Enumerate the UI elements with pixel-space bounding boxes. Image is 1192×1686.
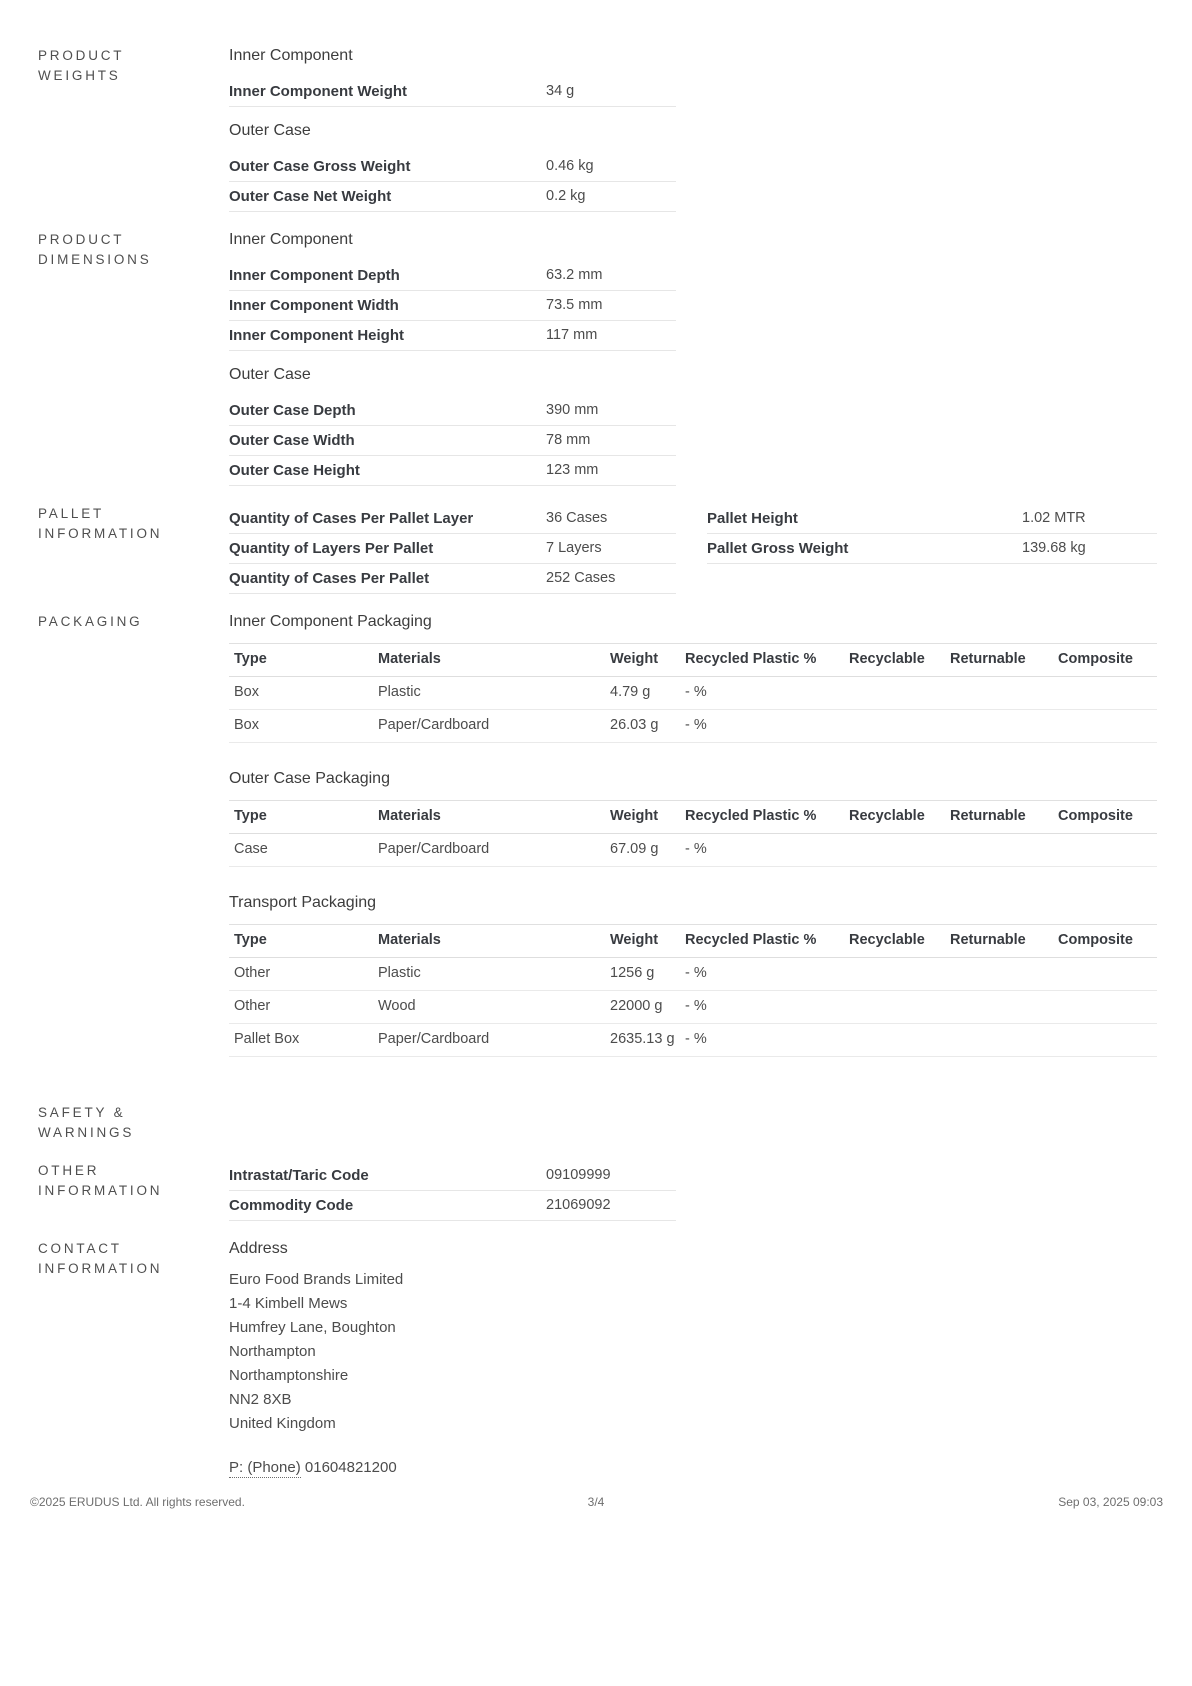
- cell-recyclable: [845, 710, 946, 743]
- cell-materials: Paper/Cardboard: [374, 834, 606, 867]
- section-label-product-weights: PRODUCT WEIGHTS: [38, 48, 125, 83]
- col-header-recyclable: Recyclable: [845, 925, 946, 958]
- cell-weight: 4.79 g: [606, 677, 681, 710]
- spec-row-value: 123 mm: [546, 462, 599, 478]
- spec-row-label: Outer Case Height: [229, 462, 360, 479]
- section-label-other-information: OTHER INFORMATION: [38, 1163, 163, 1198]
- group-outer-case: [229, 121, 1157, 212]
- address-heading: Address: [229, 1240, 288, 1257]
- cell-materials: Plastic: [374, 958, 606, 991]
- pallet-right-column: [707, 504, 1157, 594]
- group-heading: Inner Component: [229, 231, 353, 248]
- group-inner-component: [229, 46, 1157, 107]
- cell-type: Case: [229, 834, 374, 867]
- table-heading: Inner Component Packaging: [229, 613, 432, 630]
- cell-composite: [1054, 710, 1157, 743]
- table-header-row: [229, 644, 1157, 677]
- section-other-information: [0, 1161, 1192, 1221]
- spec-row-label: Quantity of Layers Per Pallet: [229, 540, 434, 557]
- spec-row-label: Inner Component Depth: [229, 267, 400, 284]
- spec-row: [229, 291, 676, 321]
- cell-returnable: [946, 1024, 1054, 1057]
- table-row: [229, 991, 1157, 1024]
- cell-recyclable: [845, 991, 946, 1024]
- col-header-returnable: Returnable: [946, 801, 1054, 834]
- spec-row-value: 0.2 kg: [546, 188, 586, 204]
- group-inner-component-packaging: [229, 612, 1157, 743]
- cell-returnable: [946, 834, 1054, 867]
- table-row: [229, 958, 1157, 991]
- group-outer-case: [229, 365, 1157, 486]
- group-heading: Inner Component: [229, 47, 353, 64]
- address-line: NN2 8XB: [229, 1391, 292, 1408]
- table-row: [229, 677, 1157, 710]
- packaging-table-transport: [229, 924, 1157, 1057]
- spec-row: [229, 1191, 676, 1221]
- group-inner-component: [229, 230, 1157, 351]
- spec-row-value: 0.46 kg: [546, 158, 594, 174]
- table-heading: Transport Packaging: [229, 894, 377, 911]
- section-label-pallet-information: PALLET INFORMATION: [38, 506, 163, 541]
- table-row: [229, 710, 1157, 743]
- cell-type: Pallet Box: [229, 1024, 374, 1057]
- spec-row: [229, 182, 676, 212]
- spec-row-label: Commodity Code: [229, 1197, 354, 1214]
- spec-row: [229, 456, 676, 486]
- group-outer-case-packaging: [229, 769, 1157, 867]
- cell-returnable: [946, 958, 1054, 991]
- pallet-left-column: [229, 504, 676, 594]
- col-header-materials: Materials: [374, 644, 606, 677]
- cell-recycled-plastic: - %: [681, 958, 845, 991]
- cell-recyclable: [845, 1024, 946, 1057]
- spec-row-value: 7 Layers: [546, 540, 602, 556]
- cell-recycled-plastic: - %: [681, 834, 845, 867]
- spec-row-value: 73.5 mm: [546, 297, 603, 313]
- spec-row-value: 34 g: [546, 83, 575, 99]
- cell-type: Box: [229, 710, 374, 743]
- col-header-recycled-plastic: Recycled Plastic %: [681, 801, 845, 834]
- cell-composite: [1054, 1024, 1157, 1057]
- table-header-row: [229, 925, 1157, 958]
- group-transport-packaging: [229, 893, 1157, 1057]
- section-contact-information: [0, 1239, 1192, 1477]
- cell-recyclable: [845, 834, 946, 867]
- address-line: Northampton: [229, 1343, 316, 1360]
- cell-composite: [1054, 991, 1157, 1024]
- col-header-materials: Materials: [374, 801, 606, 834]
- col-header-type: Type: [229, 644, 374, 677]
- spec-row-label: Inner Component Weight: [229, 83, 408, 100]
- cell-type: Box: [229, 677, 374, 710]
- spec-row-value: 09109999: [546, 1167, 611, 1183]
- packaging-table-inner-component: [229, 643, 1157, 743]
- cell-materials: Wood: [374, 991, 606, 1024]
- spec-row: [229, 426, 676, 456]
- spec-row: [229, 396, 676, 426]
- cell-type: Other: [229, 958, 374, 991]
- cell-recyclable: [845, 958, 946, 991]
- col-header-recycled-plastic: Recycled Plastic %: [681, 644, 845, 677]
- section-label-safety-warnings: SAFETY & WARNINGS: [38, 1105, 135, 1140]
- spec-row-value: 78 mm: [546, 432, 591, 448]
- col-header-type: Type: [229, 801, 374, 834]
- table-row: [229, 834, 1157, 867]
- spec-row-label: Quantity of Cases Per Pallet: [229, 570, 430, 587]
- copyright-text: ©2025 ERUDUS Ltd. All rights reserved.: [30, 1495, 245, 1509]
- cell-weight: 1256 g: [606, 958, 681, 991]
- section-pallet-information: [0, 504, 1192, 594]
- spec-row-label: Outer Case Gross Weight: [229, 158, 411, 175]
- spec-row-value: 63.2 mm: [546, 267, 603, 283]
- spec-row: [229, 77, 676, 107]
- section-safety-warnings: [0, 1103, 1192, 1143]
- address-block: [229, 1268, 1157, 1436]
- spec-row: [229, 564, 676, 594]
- section-product-weights: [0, 46, 1192, 212]
- spec-row: [229, 261, 676, 291]
- cell-recyclable: [845, 677, 946, 710]
- spec-row: [229, 504, 676, 534]
- section-label-product-dimensions: PRODUCT DIMENSIONS: [38, 232, 152, 267]
- page-number: 3/4: [587, 1495, 605, 1509]
- spec-row-label: Outer Case Width: [229, 432, 355, 449]
- address-line: 1-4 Kimbell Mews: [229, 1295, 348, 1312]
- cell-weight: 2635.13 g: [606, 1024, 681, 1057]
- spec-row-value: 390 mm: [546, 402, 599, 418]
- spec-row: [229, 534, 676, 564]
- spec-row-value: 21069092: [546, 1197, 611, 1213]
- table-row: [229, 1024, 1157, 1057]
- section-packaging: [0, 612, 1192, 1083]
- address-line: United Kingdom: [229, 1415, 336, 1432]
- spec-row-label: Outer Case Net Weight: [229, 188, 392, 205]
- cell-recycled-plastic: - %: [681, 991, 845, 1024]
- spec-row-value: 117 mm: [546, 327, 598, 343]
- spec-row: [707, 534, 1157, 564]
- address-line: Euro Food Brands Limited: [229, 1271, 404, 1288]
- section-label-contact-information: CONTACT INFORMATION: [38, 1241, 163, 1276]
- cell-recycled-plastic: - %: [681, 1024, 845, 1057]
- generated-timestamp: Sep 03, 2025 09:03: [1058, 1495, 1163, 1509]
- spec-row-label: Quantity of Cases Per Pallet Layer: [229, 510, 474, 527]
- spec-row-label: Inner Component Height: [229, 327, 404, 344]
- col-header-weight: Weight: [606, 644, 681, 677]
- cell-composite: [1054, 677, 1157, 710]
- spec-row-label: Pallet Gross Weight: [707, 540, 849, 557]
- spec-row: [229, 152, 676, 182]
- table-heading: Outer Case Packaging: [229, 770, 390, 787]
- spec-row-value: 252 Cases: [546, 570, 616, 586]
- spec-row-label: Intrastat/Taric Code: [229, 1167, 369, 1184]
- cell-materials: Paper/Cardboard: [374, 1024, 606, 1057]
- col-header-recyclable: Recyclable: [845, 644, 946, 677]
- col-header-weight: Weight: [606, 925, 681, 958]
- col-header-composite: Composite: [1054, 925, 1157, 958]
- group-heading: Outer Case: [229, 122, 311, 139]
- col-header-returnable: Returnable: [946, 925, 1054, 958]
- cell-weight: 22000 g: [606, 991, 681, 1024]
- col-header-type: Type: [229, 925, 374, 958]
- spec-row-value: 139.68 kg: [1022, 540, 1086, 556]
- cell-materials: Paper/Cardboard: [374, 710, 606, 743]
- cell-type: Other: [229, 991, 374, 1024]
- cell-returnable: [946, 710, 1054, 743]
- spec-row-label: Inner Component Width: [229, 297, 399, 314]
- spec-row: [229, 1161, 676, 1191]
- col-header-materials: Materials: [374, 925, 606, 958]
- address-line: Humfrey Lane, Boughton: [229, 1319, 396, 1336]
- col-header-recycled-plastic: Recycled Plastic %: [681, 925, 845, 958]
- section-product-dimensions: [0, 230, 1192, 486]
- cell-composite: [1054, 958, 1157, 991]
- spec-row: [229, 321, 676, 351]
- spec-row-label: Pallet Height: [707, 510, 798, 527]
- cell-composite: [1054, 834, 1157, 867]
- address-line: Northamptonshire: [229, 1367, 349, 1384]
- cell-recycled-plastic: - %: [681, 710, 845, 743]
- phone-label: P: (Phone): [229, 1459, 301, 1476]
- spec-row: [707, 504, 1157, 534]
- col-header-recyclable: Recyclable: [845, 801, 946, 834]
- cell-materials: Plastic: [374, 677, 606, 710]
- section-label-packaging: PACKAGING: [38, 614, 143, 629]
- cell-weight: 26.03 g: [606, 710, 681, 743]
- col-header-composite: Composite: [1054, 801, 1157, 834]
- packaging-table-outer-case: [229, 800, 1157, 867]
- cell-recycled-plastic: - %: [681, 677, 845, 710]
- col-header-composite: Composite: [1054, 644, 1157, 677]
- spec-row-value: 1.02 MTR: [1022, 510, 1086, 526]
- phone-number: 01604821200: [304, 1459, 397, 1476]
- cell-returnable: [946, 677, 1054, 710]
- group-heading: Outer Case: [229, 366, 311, 383]
- spec-row-label: Outer Case Depth: [229, 402, 356, 419]
- cell-returnable: [946, 991, 1054, 1024]
- spec-row-value: 36 Cases: [546, 510, 608, 526]
- table-header-row: [229, 801, 1157, 834]
- col-header-returnable: Returnable: [946, 644, 1054, 677]
- page-footer: [0, 1495, 1192, 1515]
- cell-weight: 67.09 g: [606, 834, 681, 867]
- col-header-weight: Weight: [606, 801, 681, 834]
- phone-row: [229, 1458, 1157, 1477]
